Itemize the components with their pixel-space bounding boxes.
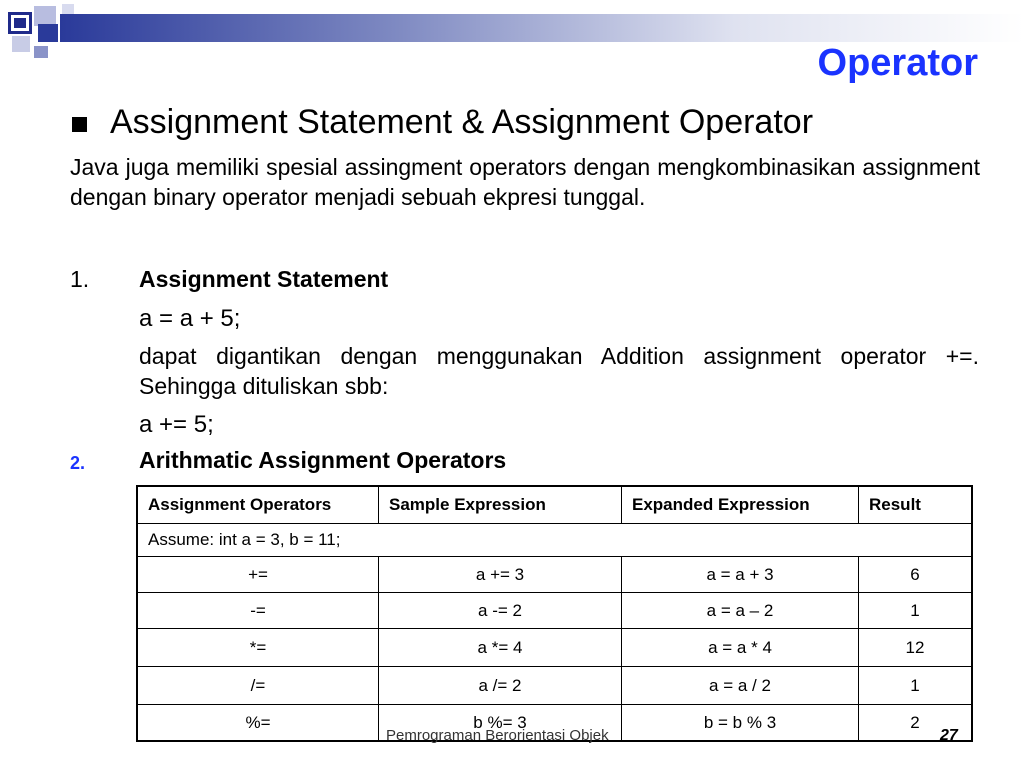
header-assignment-operators: Assignment Operators [137,486,379,524]
table-cell: a = a / 2 [622,667,859,705]
table-cell: b = b % 3 [622,705,859,742]
page-number: 27 [940,727,958,744]
bullet-heading: Assignment Statement & Assignment Operator [110,103,814,141]
decor-square [38,24,58,42]
table-header-row [137,486,972,524]
table-cell: /= [137,667,379,705]
decor-square [34,46,48,58]
header-expanded-expression: Expanded Expression [622,486,859,524]
item1-number: 1. [70,266,90,292]
decor-square [14,18,26,28]
table-cell: a += 3 [379,557,622,593]
table-cell: a = a * 4 [622,629,859,667]
item2-heading: Arithmatic Assignment Operators [139,447,507,473]
table-cell: 2 [859,705,973,742]
table-row [137,557,972,593]
decor-square [12,36,30,52]
decor-square [62,4,74,14]
code-line-1: a = a + 5; [139,305,241,332]
table-cell: -= [137,593,379,629]
header-result: Result [859,486,973,524]
item2-number: 2. [70,453,86,473]
bullet-square-icon [72,117,87,132]
table-row [137,629,972,667]
table-cell: a -= 2 [379,593,622,629]
table-cell: 6 [859,557,973,593]
table-cell: 12 [859,629,973,667]
table-cell: 1 [859,667,973,705]
slide-title: Operator [817,42,978,84]
header-sample-expression: Sample Expression [379,486,622,524]
table-cell: %= [137,705,379,742]
footer-course-name: Pemrograman Berorientasi Objek [386,727,609,744]
decor-square [34,6,56,26]
item1-heading: Assignment Statement [139,266,389,292]
table-row [137,667,972,705]
table-cell: *= [137,629,379,667]
table-cell: a *= 4 [379,629,622,667]
item1-description: dapat digantikan dengan menggunakan Addition assignment operator +=. Sehingga dituliskan sbb: [139,343,979,399]
header-gradient-bar [60,14,1024,42]
code-line-2: a += 5; [139,411,214,438]
table-note: Assume: int a = 3, b = 11; [137,524,972,557]
table-cell: 1 [859,593,973,629]
table-cell: a = a – 2 [622,593,859,629]
table-cell: += [137,557,379,593]
assignment-operators-table [136,485,973,742]
table-cell: a = a + 3 [622,557,859,593]
table-cell: a /= 2 [379,667,622,705]
table-cell: b %= 3 [379,705,622,742]
table-row [137,593,972,629]
intro-paragraph: Java juga memiliki spesial assingment operators dengan mengkombinasikan assignment dengan binary operator menjadi sebuah ekpresi tunggal. [70,154,980,210]
table-note-row [137,524,972,557]
